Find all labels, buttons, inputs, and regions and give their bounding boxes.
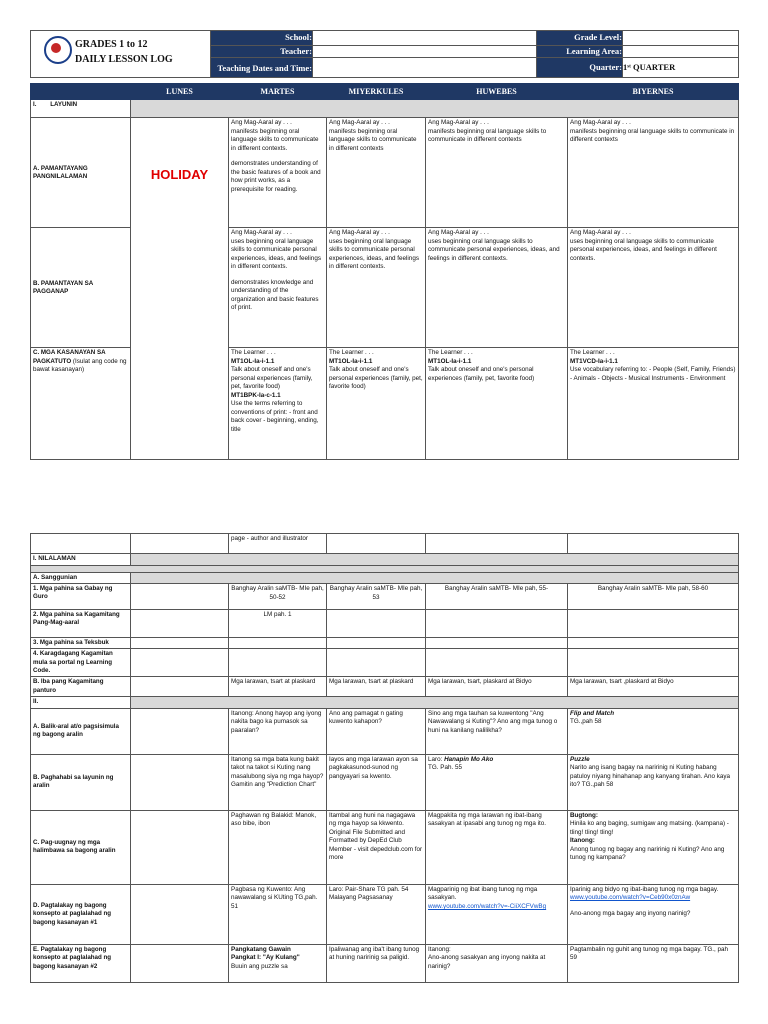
gabay-miyerkules: Banghay Aralin saMTB- MIe pah, 53 [327,584,426,610]
balik-aral-biyernes: Flip and Match TG.,pah 58 [568,708,739,754]
gabay-martes: Banghay Aralin saMTB- MIe pah, 50-52 [229,584,327,610]
header-logo-cell [31,31,211,78]
pagganap-huwebes: Ang Mag-Aaral ay . . . uses beginning oral language skills to communicate personal experiences, ideas, and feelings in different contexts. [426,228,568,348]
header-table [30,30,739,78]
pamantayang-miyerkules: Ang Mag-Aaral ay . . . manifests beginning oral language skills to communicate in different contexts [327,118,426,228]
balik-aral-label: A. Balik-aral at/o pagsisimula ng bagong aralin [31,708,131,754]
iba-miyerkules: Mga larawan, tsart at plaskard [327,677,426,697]
content-table [30,533,739,983]
layunin-row-fill [131,100,739,118]
pagtalakay-2-huwebes: Itanong: Ano-anong sasakyan ang inyong nakita at narinig? [426,944,568,982]
paghahabi-miyerkules: Iayos ang mga larawan ayon sa pagkakasunod-sunod ng pangyayari sa kwento. [327,754,426,810]
kasanayan-miyerkules: The Learner . . . MT1OL-Ia-i-1.1 Talk about oneself and one's personal experiences (family, pet, favorite food) [327,348,426,460]
pagganap-miyerkules: Ang Mag-Aaral ay . . . uses beginning oral language skills to communicate personal experiences, ideas, and feelings in different contexts. [327,228,426,348]
school-label: School: [211,31,313,46]
pag-uugnay-biyernes: Bugtong: Hinila ko ang baging, sumigaw ang matsing. (kampana) - tling! tling! tling! Itanong: Anong tunog ng bagay ang naririnig ni Kuting? Ano ang tunog ng kampana? [568,810,739,884]
youtube-link-biyernes[interactable]: www.youtube.com/watch?v=Ceb90x0znAw [570,894,691,902]
learning-area-field[interactable] [623,46,739,58]
paghahabi-label: B. Paghahabi sa layunin ng aralin [31,754,131,810]
kasanayan-biyernes: The Learner . . . MT1VCD-Ia-i-1.1 Use vocabulary referring to: - People (Self, Family, Friends) - Animals - Objects - Musical Instruments - Environment [568,348,739,460]
sanggunian-label: A. Sanggunian [31,572,131,584]
paghahabi-biyernes: Puzzle Narito ang isang bagay na naririnig ni Kuting habang patuloy niyang hinahanap ang kanyang tirahan. Ano kaya ito? TG.,pah 58 [568,754,739,810]
school-field[interactable] [313,31,537,46]
grade-level-label: Grade Level: [537,31,623,46]
grade-level-field[interactable] [623,31,739,46]
iba-biyernes: Mga larawan, tsart ,plaskard at Bidyo [568,677,739,697]
layunin-row-label: I. LAYUNIN [31,100,131,118]
day-header-miyerkules: MIYERKULES [327,84,426,100]
pagtalakay-1-miyerkules: Laro: Pair-Share TG pah. 54 Malayang Pagsasanay [327,884,426,944]
deped-seal-icon [44,36,72,64]
pagtalakay-2-label: E. Pagtalakay ng bagong konsepto at paglalahad ng bagong kasanayan #2 [31,944,131,982]
objectives-table [30,83,739,460]
kagamitan-label: 2. Mga pahina sa Kagamitang Pang-Mag-aaral [31,610,131,638]
pamantayang-huwebes: Ang Mag-Aaral ay . . . manifests beginning oral language skills to communicate in different contexts [426,118,568,228]
day-header-huwebes: HUWEBES [426,84,568,100]
pagganap-martes: Ang Mag-Aaral ay . . . uses beginning oral language skills to communicate personal experiences, ideas, and feelings in different contexts. demonstrates knowledge and understanding of the organization and basic features of print. [229,228,327,348]
iba-pang-label: B. Iba pang Kagamitang panturo [31,677,131,697]
day-header-empty [31,84,131,100]
paghahabi-huwebes: Laro: Hanapin Mo Ako TG. Pah. 55 [426,754,568,810]
gabay-huwebes: Banghay Aralin saMTB- MIe pah, 55- [426,584,568,610]
karagdagang-label: 4. Karagdagang Kagamitan mula sa portal ng Learning Code. [31,649,131,677]
day-header-lunes: LUNES [131,84,229,100]
continued-martes: page - author and illustrator [229,534,327,554]
gabay-label: 1. Mga pahina sa Gabay ng Guro [31,584,131,610]
kagamitan-martes: LM pah. 1 [229,610,327,638]
day-header-martes: MARTES [229,84,327,100]
pagtalakay-1-huwebes: Magparinig ng ibat ibang tunog ng mga sasakyan. www.youtube.com/watch?v=-CiiXCFVwBg [426,884,568,944]
kasanayan-martes: The Learner . . . MT1OL-Ia-i-1.1 Talk about oneself and one's personal experiences (family, pet, favorite food) MT1BPK-Ia-c-1.1 Use the terms referring to conventions of print: - front and back cover - beginning, ending, title [229,348,327,460]
pag-uugnay-martes: Paghawan ng Balakid: Manok, aso bibe, ibon [229,810,327,884]
pagtalakay-2-biyernes: Pagtambalin ng guhit ang tunog ng mga bagay. TG., pah 59 [568,944,739,982]
pagtalakay-2-martes: Pangkatang Gawain Pangkat I: "Ay Kulang" Buuin ang puzzle sa [229,944,327,982]
pag-uugnay-huwebes: Magpakita ng mga larawan ng ibat-ibang sasakyan at ipasabi ang tunog ng mga ito. [426,810,568,884]
pamantayang-martes: Ang Mag-Aaral ay . . . manifests beginning oral language skills to communicate in different contexts. demonstrates understanding of the basic features of a book and how print works, as a prerequisite for reading. [229,118,327,228]
balik-aral-huwebes: Sino ang mga tauhan sa kuwentong "Ang Nawawalang si Kuting"? Ano ang mga tunog o huni na kanilang nalilikha? [426,708,568,754]
quarter-value: 1ˢᵗ QUARTER [623,58,739,78]
day-header-biyernes: BIYERNES [568,84,739,100]
pag-uugnay-label: C. Pag-uugnay ng mga halimbawa sa bagong aralin [31,810,131,884]
section-ii-label: II. [31,697,131,709]
title-line2: DAILY LESSON LOG [75,54,173,65]
pagtalakay-1-biyernes: Iparinig ang bidyo ng ibat-ibang tunog ng mga bagay. www.youtube.com/watch?v=Ceb90x0znAw Ano-anong mga bagay ang inyong narinig? [568,884,739,944]
learning-area-label: Learning Area: [537,46,623,58]
pamantayang-label: A. PAMANTAYANG PANGNILALAMAN [31,118,131,228]
teaching-dates-field[interactable] [313,58,537,78]
kasanayan-label: C. MGA KASANAYAN SA PAGKATUTO (Isulat ang code ng bawat kasanayan) [31,348,131,460]
lesson-log-page-2 [30,533,738,983]
paghahabi-martes: Itanong sa mga bata kung bakit takot na takot si Kuting nang masalubong siya ng mga hayop? Gamitin ang "Prediction Chart" [229,754,327,810]
teacher-label: Teacher: [211,46,313,58]
lesson-log-page-1 [30,30,738,460]
pagtalakay-1-label: D. Pagtalakay ng bagong konsepto at paglalahad ng bagong kasanayan #1 [31,884,131,944]
pag-uugnay-miyerkules: Itambal ang huni na nagagawa ng mga hayop sa kkwento. Original File Submitted and Formatted by DepEd Club Member - visit depedclub.com for more [327,810,426,884]
pagtalakay-2-miyerkules: Ipaliwanag ang iba't ibang tunog at huning naririnig sa paligid. [327,944,426,982]
teksbuk-label: 3. Mga pahina sa Teksbuk [31,638,131,649]
iba-huwebes: Mga larawan, tsart, plaskard at Bidyo [426,677,568,697]
balik-aral-miyerkules: Ano ang pamagat n gating kuwento kahapon? [327,708,426,754]
teaching-dates-label: Teaching Dates and Time: [211,58,313,78]
title-line1: GRADES 1 to 12 [75,39,148,50]
gabay-biyernes: Banghay Aralin saMTB- MIe pah, 58-60 [568,584,739,610]
balik-aral-martes: Itanong: Anong hayop ang iyong nakita bago ka pumasok sa paaralan? [229,708,327,754]
quarter-label: Quarter: [537,58,623,78]
kasanayan-huwebes: The Learner . . . MT1OL-Ia-i-1.1 Talk about oneself and one's personal experiences (family, pet, favorite food) [426,348,568,460]
nilalaman-label: I. NILALAMAN [31,554,131,566]
teacher-field[interactable] [313,46,537,58]
pagganap-biyernes: Ang Mag-Aaral ay . . . uses beginning oral language skills to communicate personal experiences, ideas, and feelings in different contexts. [568,228,739,348]
pagtalakay-1-martes: Pagbasa ng Kuwento: Ang nawawalang si KUting TG,pah. 51 [229,884,327,944]
youtube-link-huwebes[interactable]: www.youtube.com/watch?v=-CiiXCFVwBg [428,902,547,910]
holiday-cell: HOLIDAY [131,118,229,460]
pagganap-label: B. PAMANTAYAN SA PAGGANAP [31,228,131,348]
pamantayang-biyernes: Ang Mag-Aaral ay . . . manifests beginning oral language skills to communicate in different contexts [568,118,739,228]
iba-martes: Mga larawan, tsart at plaskard [229,677,327,697]
